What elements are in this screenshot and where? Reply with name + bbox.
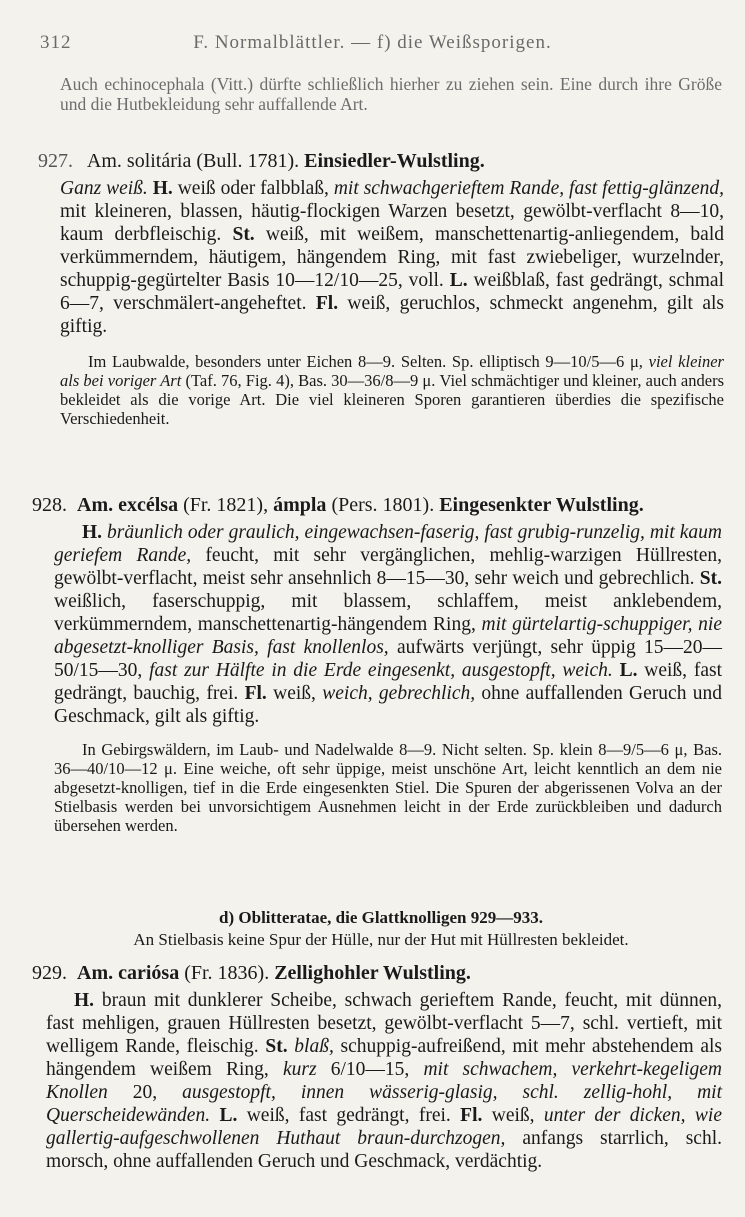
section-d-description: An Stielbasis keine Spur der Hülle, nur der Hut mit Hüllresten bekleidet. — [133, 930, 629, 949]
running-head — [0, 32, 745, 54]
author: (Fr. 1821), — [183, 494, 269, 516]
page-number: 312 — [40, 32, 72, 53]
desc-text: weiß, geruchlos, schmeckt angenehm, gilt als giftig. — [60, 293, 724, 337]
desc-text: weißblaß, fast gedrängt, schmal 6—7, verschmälert-angeheftet. — [60, 270, 725, 314]
author: (Bull. 1781). — [196, 150, 300, 172]
desc-text: weiß, — [482, 1105, 544, 1126]
desc-italic: ausgestopft, innen wässerig-glasig, schl. zellig-hohl, mit Querscheidewänden. — [46, 1082, 722, 1126]
desc-italic: blaß, — [287, 1036, 334, 1057]
stem-label: St. — [232, 224, 255, 245]
entry-927-description — [60, 177, 724, 338]
hat-label: H. — [82, 522, 103, 543]
desc-text: 20, — [107, 1082, 183, 1103]
desc-text: mit kleineren, blassen, häutig-flockigen Warzen besetzt, gewölbt-verflacht 8—10, kaum derbfleischig. — [60, 201, 724, 245]
entry-928 — [32, 494, 722, 835]
flesh-label: Fl. — [315, 293, 339, 314]
common-name: Zellighohler Wulstling. — [274, 962, 471, 984]
note-text: (Taf. 76, Fig. 4), Bas. 30—36/8—9 μ. Viel schmächtiger und kleiner, auch anders bekleidet als die vorige Art. Die viel kleineren Sporen garantieren überdies die spezifische Verschiedenheit. — [60, 371, 724, 428]
common-name: Einsiedler-Wulstling. — [304, 150, 485, 172]
desc-italic: Ganz weiß. — [60, 178, 148, 199]
intro-paragraph: Auch echinocephala (Vitt.) dürfte schließlich hierher zu ziehen sein. Eine durch ihre Größe und die Hutbekleidung sehr auffallende Art. — [60, 74, 722, 114]
author: (Fr. 1836). — [184, 962, 270, 984]
entry-927-note — [60, 352, 724, 428]
entry-928-description — [54, 521, 722, 728]
genus: Am. — [86, 150, 122, 172]
note-italic: viel kleiner als bei voriger Art — [60, 352, 724, 390]
note-text: Im Laubwalde, besonders unter Eichen 8—9. Selten. Sp. elliptisch 9—10/5—6 μ, — [88, 352, 649, 371]
gills-label: L. — [449, 270, 468, 291]
desc-text: weiß, fast gedrängt, frei. — [237, 1105, 461, 1126]
desc-italic: fast zur Hälfte in die Erde eingesenkt, ausgestopft, weich. — [149, 660, 613, 681]
desc-italic: bräunlich oder graulich, eingewachsen-faserig, fast grubig-runzelig, mit kaum geriefem Rande, — [54, 522, 722, 566]
entry-number: 929. — [32, 962, 67, 984]
entry-929 — [32, 962, 722, 1173]
stem-label: St. — [265, 1036, 288, 1057]
gills-label: L. — [612, 660, 638, 681]
desc-text: weißlich, faserschuppig, mit blassem, schlaffem, meist anklebendem, verkümmerndem, manschettenartig-hängendem Ring, — [54, 591, 722, 635]
hat-label: H. — [74, 990, 95, 1011]
desc-italic: weich, gebrechlich, — [322, 683, 476, 704]
desc-text: anfangs starrlich, schl. morsch, ohne auffallenden Geruch und Geschmack, verdächtig. — [46, 1128, 722, 1172]
species-name-2: ámpla — [273, 494, 327, 516]
species-name: excélsa — [118, 494, 179, 516]
desc-text: weiß, — [266, 683, 323, 704]
flesh-label: Fl. — [460, 1105, 483, 1126]
desc-text: schuppig-aufreißend, mit mehr abstehendem als hängendem weißem Ring, — [46, 1036, 722, 1080]
flesh-label: Fl. — [244, 683, 267, 704]
entry-number: 928. — [32, 494, 67, 516]
stem-label: St. — [699, 568, 722, 589]
author-2: (Pers. 1801). — [331, 494, 435, 516]
species-name: solitária — [126, 150, 192, 172]
entry-929-description — [46, 989, 722, 1173]
entry-928-heading — [32, 494, 722, 517]
section-title: d) Oblitteratae, die Glattknolligen 929—933. — [219, 908, 543, 927]
entry-number: 927. — [38, 150, 73, 172]
desc-italic: mit gürtelartig-schuppiger, nie abgesetzt-knolliger Basis, fast knollenlos, — [54, 614, 722, 658]
entry-927 — [38, 150, 724, 428]
section-d — [40, 908, 722, 950]
genus: Am. — [77, 494, 114, 516]
desc-italic: mit schwachgerieftem Rande, fast fettig-glänzend, — [333, 178, 725, 199]
desc-italic: mit schwachem, verkehrt-kegeligem Knollen — [46, 1059, 722, 1103]
desc-text: weiß, mit weißem, manschettenartig-anliegendem, bald verkümmerndem, häutigem, hängendem Ring, mit fast zwiebeliger, wurzelnder, schuppig-gegürtelter Basis 10—12/10—25, voll. — [60, 224, 724, 291]
common-name: Eingesenkter Wulstling. — [439, 494, 644, 516]
desc-italic: kurz — [282, 1059, 317, 1080]
genus: Am. — [77, 962, 114, 984]
desc-text: 6/10—15, — [316, 1059, 424, 1080]
desc-text: aufwärts verjüngt, sehr üppig 15—20—50/15—30, — [54, 637, 722, 681]
section-d-title — [40, 908, 722, 928]
desc-text: feucht, mit sehr vergänglichen, mehlig-warzigen Hüllresten, gewölbt-verflacht, meist sehr ansehnlich 8—15—30, sehr weich und gebrechlich. — [54, 545, 722, 589]
desc-text: weiß oder falbblaß, — [172, 178, 334, 199]
desc-text: ohne auffallenden Geruch und Geschmack, gilt als giftig. — [54, 683, 723, 727]
desc-text: braun mit dunklerer Scheibe, schwach gerieftem Rande, feucht, mit dünnen, fast mehligen, grauen Hüllresten besetzt, gewölbt-verflacht 5—7, schl. vertieft, mit welligem Rande, fleischig. — [46, 990, 722, 1057]
entry-927-heading — [38, 150, 724, 173]
entry-929-heading — [32, 962, 722, 985]
running-head-title: F. Normalblättler. — f) die Weißsporigen. — [193, 32, 552, 53]
species-name: cariósa — [118, 962, 180, 984]
gills-label: L. — [210, 1105, 238, 1126]
entry-928-note: In Gebirgswäldern, im Laub- und Nadelwalde 8—9. Nicht selten. Sp. klein 8—9/5—6 μ, Bas. 36—40/10—12 μ. Eine weiche, oft sehr üppige, meist unschöne Art, leicht kenntlich an dem nie abgesetzt-knolligen, tief in die Erde eingesenkten Stiel. Die Spuren der abgerissenen Volva an der Stielbasis werden bei unvorsichtigem Ausnehmen leicht in der Erde zurückbleiben und dadurch übersehen werden. — [54, 740, 722, 835]
desc-text: weiß, fast gedrängt, bauchig, frei. — [54, 660, 722, 704]
desc-italic: unter der dicken, wie gallertig-aufgeschwollenen Huthaut braun-durchzogen, — [46, 1105, 723, 1149]
hat-label: H. — [152, 178, 173, 199]
